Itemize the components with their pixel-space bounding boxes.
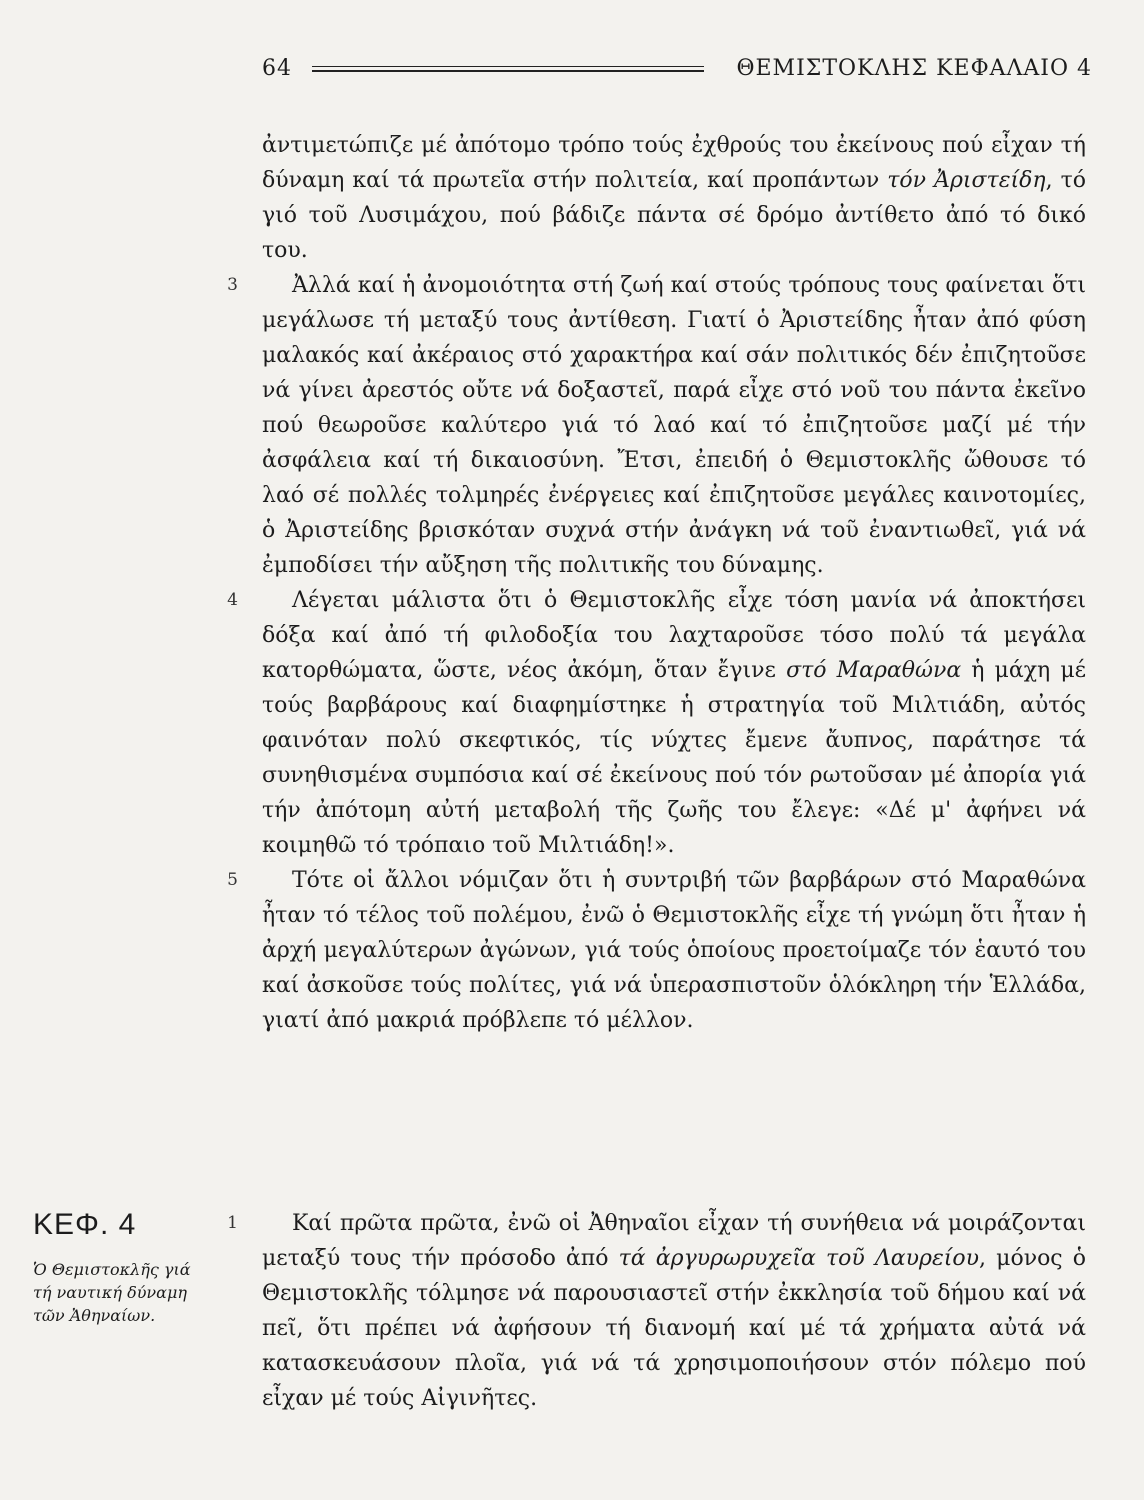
italic-phrase: στό Μαραθώνα <box>786 658 962 683</box>
paragraph-text: Καί πρῶτα πρῶτα, ἐνῶ οἱ Ἀθηναῖοι εἶχαν τή συνήθεια νά μοιράζονται μεταξύ τους τήν πρόσοδο ἀπό <box>262 1211 1086 1271</box>
paragraph-3 <box>227 268 1086 583</box>
paragraph-number: 4 <box>227 590 238 610</box>
paragraph-4 <box>227 583 1087 863</box>
paragraph-number: 3 <box>227 275 238 295</box>
paragraph-1 <box>227 1206 1086 1416</box>
chapter-title: ΚΕΦ. 4 <box>33 1208 137 1241</box>
paragraph-text: Λέγεται μάλιστα ὅτι ὁ Θεμιστοκλῆς εἶχε τόση μανία νά ἀποκτήσει δόξα καί ἀπό τή φιλοδοξία του λαχταροῦσε τόσο πολύ τά μεγάλα κατορθώματα, ὥστε, νέος ἀκόμη, ὅταν ἔγινε <box>262 588 1086 683</box>
paragraph-text: Ἀλλά καί ἡ ἀνομοιότητα στή ζωή καί στούς τρόπους τους φαίνεται ὅτι μεγάλωσε τή μεταξύ τους ἀντίθεση. Γιατί ὁ Ἀριστείδης ἦταν ἀπό φύση μαλακός καί ἀκέραιος στό χαρακτήρα καί σάν πολιτικός δέν ἐπιζητοῦσε νά γίνει ἀρεστός οὔτε νά δοξαστεῖ, παρά εἶχε στό νοῦ του πάντα ἐκεῖνο πού θεωροῦσε καλύτερο γιά τό λαό καί τό ἐπιζητοῦσε μαζί μέ τήν ἀσφάλεια καί τή δικαιοσύνη. Ἔτσι, ἐπειδή ὁ Θεμιστοκλῆς ὤθουσε τό λαό σέ πολλές τολμηρές ἐνέργειες καί ἐπιζητοῦσε μεγάλες καινοτομίες, ὁ Ἀριστείδης βρισκόταν συχνά στήν ἀνάγκη νά τοῦ ἐναντιωθεῖ, γιά νά ἐμποδίσει τήν αὔξηση τῆς πολιτικῆς του δύναμης. <box>262 273 1086 578</box>
paragraph-intro <box>262 128 1086 268</box>
paragraph-number: 1 <box>227 1213 238 1233</box>
paragraph-number: 5 <box>227 870 238 890</box>
main-text-block <box>227 128 1087 1038</box>
page-number: 64 <box>262 56 292 81</box>
italic-phrase: τά ἀργυρωρυχεῖα τοῦ Λαυρείου <box>618 1246 980 1271</box>
italic-phrase: τόν Ἀριστείδη <box>887 168 1046 193</box>
paragraph-text: , τό γιό τοῦ Λυσιμάχου, πού βάδιζε πάντα σέ δρόμο ἀντίθετο ἀπό τό δικό του. <box>262 168 1086 263</box>
paragraph-text: Τότε οἱ ἄλλοι νόμιζαν ὅτι ἡ συντριβή τῶν βαρβάρων στό Μαραθώνα ἦταν τό τέλος τοῦ πολέμου, ἐνῶ ὁ Θεμιστοκλῆς εἶχε τή γνώμη ὅτι ἦταν ἡ ἀρχή μεγαλύτερων ἀγώνων, γιά τούς ὁποίους προετοίμαζε τόν ἑαυτό του καί ἀσκοῦσε τούς πολίτες, γιά νά ὑπερασπιστοῦν ὁλόκληρη τήν Ἑλλάδα, γιατί ἀπό μακριά πρόβλεπε τό μέλλον. <box>262 868 1086 1033</box>
header-rule-thick <box>312 70 704 72</box>
header-rule <box>312 66 704 67</box>
paragraph-text: , μόνος ὁ Θεμιστοκλῆς τόλμησε νά παρουσιαστεῖ στήν ἐκκλησία τοῦ δήμου καί νά πεῖ, ὅτι πρέπει νά ἀφήσουν τή διανομή καί μέ τά χρήματα αὐτά νά κατασκευάσουν πλοῖα, γιά νά τά χρησιμοποιήσουν στόν πόλεμο πού εἶχαν μέ τούς Αἰγινῆτες. <box>262 1246 1086 1411</box>
paragraph-5 <box>227 863 1086 1038</box>
page-header <box>262 56 1092 90</box>
chapter-text-block <box>227 1206 1086 1416</box>
chapter-sidenote: Ὁ Θεμιστοκλῆς γιά τή ναυτική δύναμη τῶν Ἀθηναίων. <box>33 1260 191 1325</box>
paragraph-text: ἡ μάχη μέ τούς βαρβάρους καί διαφημίστηκε ἡ στρατηγία τοῦ Μιλτιάδη, αὐτός φαινόταν πολύ σκεφτικός, τίς νύχτες ἔμενε ἄυπνος, παράτησε τά συνηθισμένα συμπόσια καί σέ ἐκείνους πού τόν ρωτοῦσαν μέ ἀπορία γιά τήν ἀπότομη αὐτή μεταβολή τῆς ζωῆς του ἔλεγε: «Δέ μ' ἀφήνει νά κοιμηθῶ τό τρόπαιο τοῦ Μιλτιάδη!». <box>262 658 1087 858</box>
running-title: ΘΕΜΙΣΤΟΚΛΗΣ ΚΕΦΑΛΑΙΟ 4 <box>736 56 1092 81</box>
paragraph-text: ἀντιμετώπιζε μέ ἀπότομο τρόπο τούς ἐχθρούς του ἐκείνους πού εἶχαν τή δύναμη καί τά πρωτεῖα στήν πολιτεία, καί προπάντων <box>262 133 1086 193</box>
